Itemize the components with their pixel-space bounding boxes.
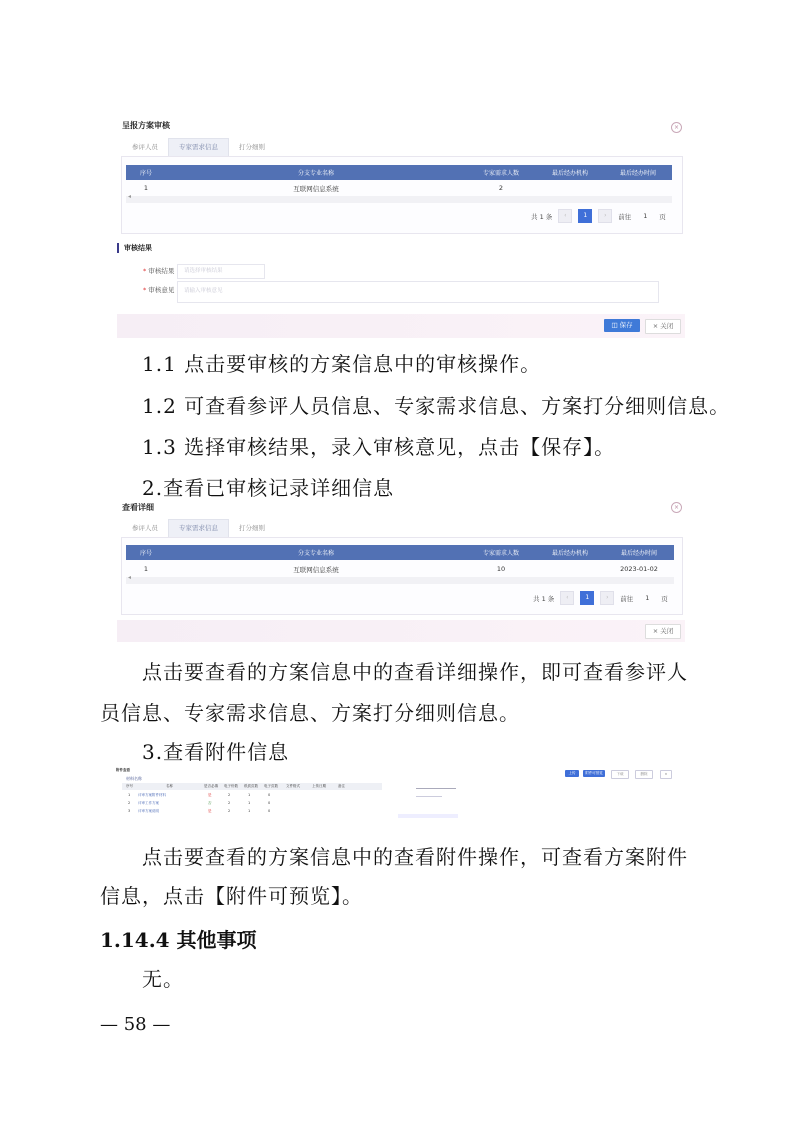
opinion-label: * 审核意见 [143,286,175,294]
col-index: 序号 [139,170,152,177]
cell-expert-count: 2 [498,184,504,192]
prev-page-button[interactable]: ‹ [560,591,574,605]
close-icon[interactable]: × [660,770,672,779]
col-index: 序号 [126,784,133,788]
col-index: 序号 [139,550,152,557]
pager-total: 共 1 条 [531,212,553,221]
step-1-1: 1.1 点击要审核的方案信息中的审核操作。 [142,352,542,376]
tab-expert-demand[interactable]: 专家需求信息 [168,138,229,156]
col-upload-date: 上传日期 [312,784,326,788]
save-button[interactable]: ◫ 保存 [604,319,640,332]
col-expert-count: 专家需求人数 [482,550,519,557]
step-1-3: 1.3 选择审核结果，录入审核意见，点击【保存】。 [142,435,616,459]
goto-label: 前往 [620,594,634,603]
page-1-button[interactable]: 1 [580,591,594,605]
goto-page-input[interactable]: 1 [645,594,650,602]
opinion-textarea[interactable]: 请输入审核意见 [177,281,659,303]
review-panel-title: 呈报方案审核 [122,121,170,130]
col-e-pages: 电子页数 [264,784,278,788]
col-last-time: 最后经办时间 [620,550,657,557]
cell-e-pages: 0 [268,809,271,813]
section-text: 无。 [142,967,184,991]
cell-name: 评审方案说明 [138,809,159,813]
cell-index: 1 [143,565,149,573]
tab-scoring-rules[interactable]: 打分细则 [239,143,265,151]
cell-paper-pages: 1 [248,793,251,797]
page-number: — 58 — [100,1014,171,1035]
attachment-subtitle: 材料名称 [126,776,142,781]
preview-attachment-button[interactable]: 附件可预览 [583,770,605,777]
attachment-panel-screenshot [116,768,686,824]
cell-index: 1 [128,793,131,797]
preview-thumbnail [398,814,458,818]
col-last-time: 最后经办时间 [619,170,656,177]
cell-required: 否 [208,801,212,805]
delete-button[interactable]: 删除 [635,770,653,779]
pagination [531,209,666,223]
page-unit: 页 [661,594,668,603]
next-page-button[interactable]: › [600,591,614,605]
result-select[interactable]: 请选择审核结果 [177,264,265,279]
cell-paper-pages: 1 [248,809,251,813]
cell-branch: 互联网信息系统 [293,565,339,574]
col-required: 是否必填 [204,784,218,788]
page-1-button[interactable]: 1 [578,209,592,223]
cell-required: 是 [208,809,212,813]
save-icon: ◫ [611,321,620,329]
cell-required: 是 [208,793,212,797]
table-row[interactable] [126,563,674,575]
cell-name: 评审工作方案 [138,801,159,805]
cell-e-copies: 2 [228,793,231,797]
cell-index: 2 [128,801,131,805]
col-last-org: 最后经办机构 [551,550,588,557]
goto-page-input[interactable]: 1 [643,212,648,220]
review-tabs [122,139,275,156]
detail-paragraph-line-1: 点击要查看的方案信息中的查看详细操作，即可查看参评人 [142,660,688,684]
tab-participants[interactable]: 参评人员 [132,524,158,532]
cell-paper-pages: 1 [248,801,251,805]
review-table-header [126,165,672,180]
col-name: 名称 [166,784,173,788]
cell-last-time: 2023-01-02 [620,565,658,573]
result-section-title: 审核结果 [117,243,152,253]
cell-branch: 互联网信息系统 [293,184,339,193]
cell-index: 1 [143,184,149,192]
detail-panel-screenshot [117,498,685,642]
preview-line [416,796,442,797]
tab-expert-demand[interactable]: 专家需求信息 [168,519,229,537]
col-branch: 分支专业名称 [297,170,334,177]
cell-name: 评审方案附件材料 [138,793,166,797]
tab-scoring-rules[interactable]: 打分细则 [239,524,265,532]
pagination [533,591,668,605]
cell-e-copies: 2 [228,809,231,813]
result-label: * 审核结果 [143,267,175,275]
col-branch: 分支专业名称 [297,550,334,557]
page-unit: 页 [659,212,666,221]
tab-participants[interactable]: 参评人员 [132,143,158,151]
detail-panel-title: 查看详细 [122,503,154,512]
download-button[interactable]: 下载 [611,770,629,779]
preview-line [416,788,456,789]
horizontal-scrollbar[interactable] [126,196,672,203]
step-2: 2.查看已审核记录详细信息 [142,476,395,500]
detail-paragraph-line-2: 员信息、专家需求信息、方案打分细则信息。 [100,701,520,725]
cell-index: 3 [128,809,131,813]
close-button[interactable]: × 关闭 [645,624,681,639]
attach-paragraph-line-2: 信息，点击【附件可预览】。 [100,884,363,908]
step-3-title: 3.查看附件信息 [142,740,290,764]
upload-button[interactable]: 上传 [565,770,579,777]
col-format: 文件格式 [286,784,300,788]
close-icon[interactable]: × [671,502,682,513]
prev-page-button[interactable]: ‹ [558,209,572,223]
goto-label: 前往 [618,212,632,221]
cell-e-pages: 0 [268,801,271,805]
cell-e-copies: 2 [228,801,231,805]
footer-band [117,314,685,338]
footer-band [117,620,685,642]
table-row[interactable] [126,182,672,194]
col-last-org: 最后经办机构 [551,170,588,177]
col-expert-count: 专家需求人数 [482,170,519,177]
attachment-panel-title: 附件查看 [116,768,130,772]
cell-expert-count: 10 [496,565,506,573]
section-heading: 1.14.4 其他事项 [100,928,257,952]
horizontal-scrollbar[interactable] [126,577,674,584]
close-icon[interactable]: × [671,122,682,133]
review-panel-screenshot [117,112,685,338]
next-page-button[interactable]: › [598,209,612,223]
close-button[interactable]: × 关闭 [645,319,681,334]
pager-total: 共 1 条 [533,594,555,603]
col-paper-pages: 纸质页数 [244,784,258,788]
col-remark: 备注 [338,784,345,788]
detail-tabs [122,520,275,537]
detail-table-header [126,545,674,560]
cell-e-pages: 0 [268,793,271,797]
attach-paragraph-line-1: 点击要查看的方案信息中的查看附件操作，可查看方案附件 [142,845,688,869]
col-e-copies: 电子份数 [224,784,238,788]
step-1-2: 1.2 可查看参评人员信息、专家需求信息、方案打分细则信息。 [142,394,731,418]
